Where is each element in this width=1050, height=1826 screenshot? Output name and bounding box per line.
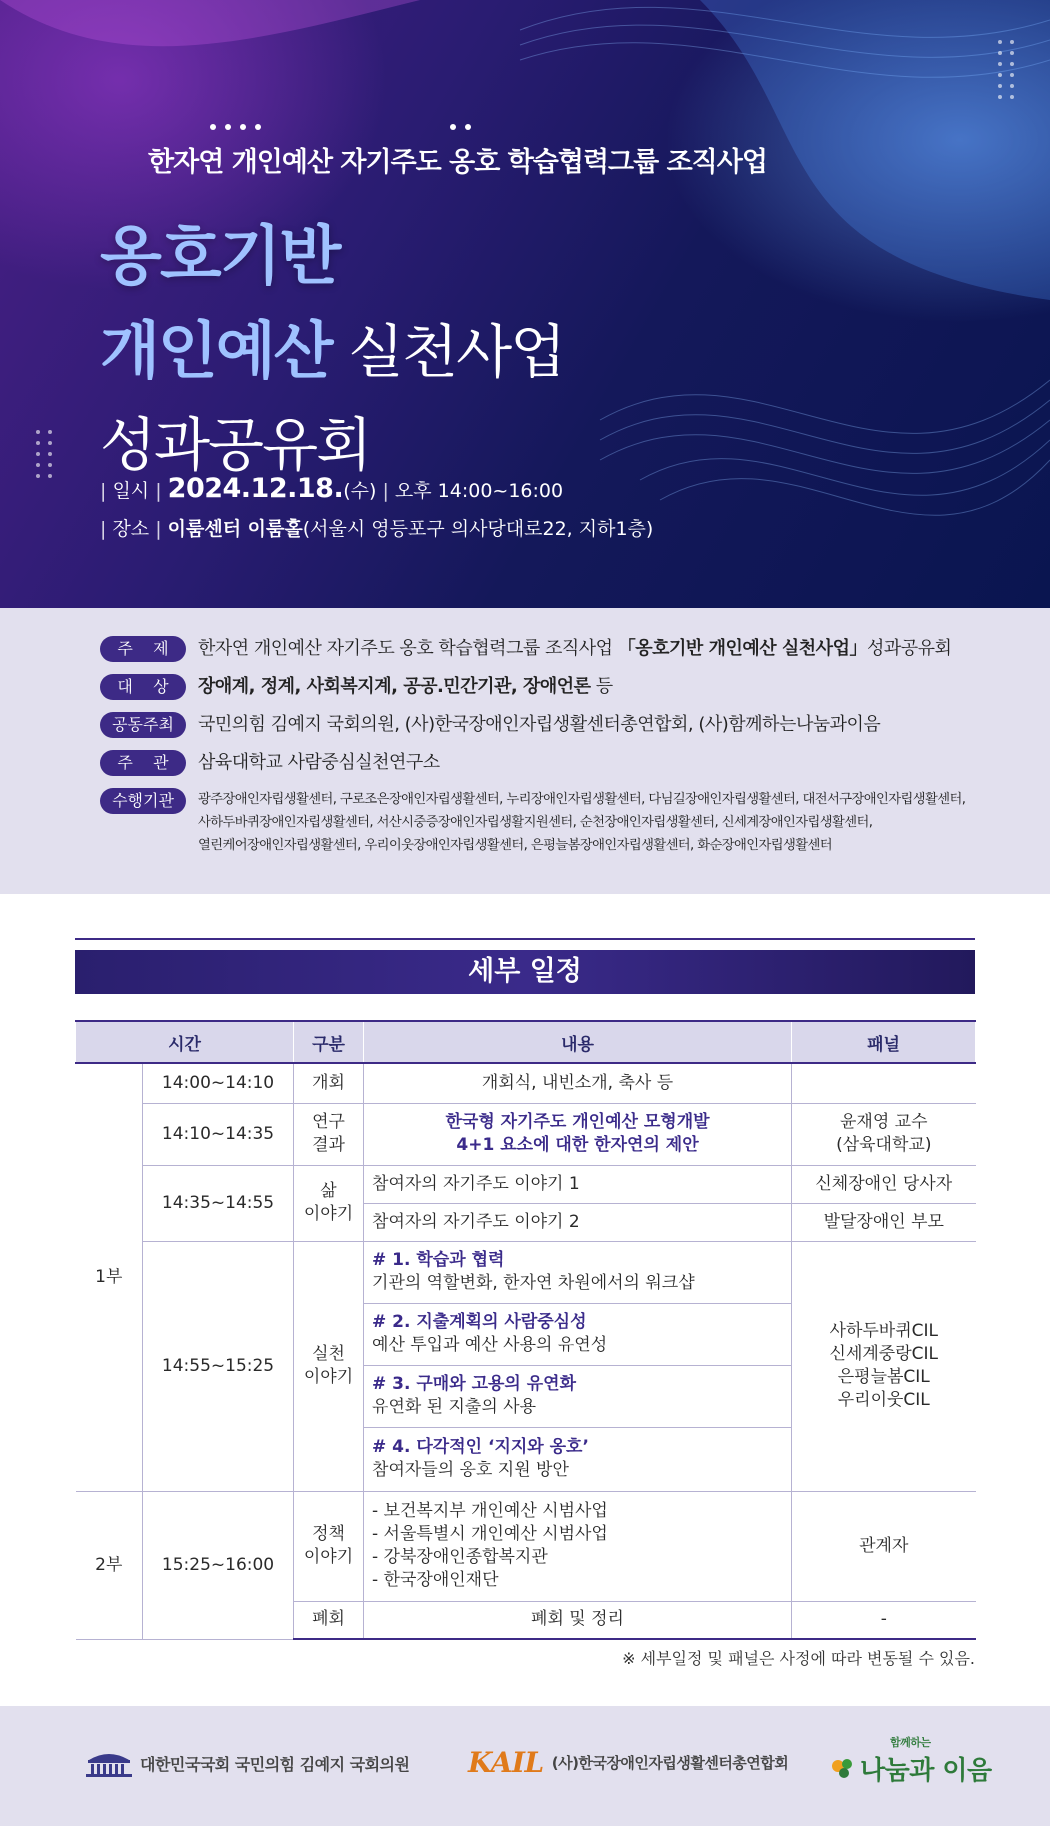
summary-row-hosts: [100, 712, 1050, 738]
type-cell: 정책 이야기: [294, 1491, 364, 1601]
summary-label: 공동주최: [100, 712, 186, 738]
summary-row-theme: [100, 636, 1050, 662]
date-row: | 일시 | 2024.12.18.(수) | 오후 14:00~16:00: [100, 473, 564, 504]
event-info: [100, 470, 653, 548]
summary-label: 대 상: [100, 674, 186, 700]
summary-text: 국민의힘 김예지 국회의원, (사)한국장애인자립생활센터총연합회, (사)함께하는나눔과이음: [198, 714, 881, 735]
panel-cell: 사하두바퀴CIL 신세계중랑CIL 은평늘봄CIL 우리이웃CIL: [792, 1241, 976, 1491]
place-label: 장소: [112, 518, 150, 540]
kail-logo: [468, 1746, 788, 1779]
assembly-building-icon: [84, 1748, 134, 1778]
table-header-row: [76, 1021, 976, 1063]
place-detail: (서울시 영등포구 의사당대로22, 지하1층): [302, 518, 654, 540]
decor-dots: [210, 124, 261, 130]
assembly-label: 대한민국국회 국민의힘 김예지 국회의원: [140, 1754, 410, 1774]
schedule-title: 세부 일정: [75, 950, 975, 994]
summary-text: 장애계, 정계, 사회복지계, 공공.민간기관, 장애언론 등: [198, 676, 613, 697]
date-day: (수): [343, 480, 377, 502]
summary-text: 한자연 개인예산 자기주도 옹호 학습협력그룹 조직사업 「옹호기반 개인예산 실천사업」성과공유회: [198, 638, 952, 659]
summary-label: 주 제: [100, 636, 186, 662]
content-cell: # 1. 학습과 협력 기관의 역할변화, 한자연 차원에서의 워크샵: [364, 1241, 792, 1303]
schedule-section: [0, 894, 1050, 1669]
part-1-cell: 1부: [76, 1063, 143, 1491]
panel-cell: [792, 1063, 976, 1103]
hero-kicker: 한자연 개인예산 자기주도 옹호 학습협력그룹 조직사업: [148, 147, 767, 178]
time-cell: 14:55~15:25: [143, 1241, 294, 1491]
content-cell: 참여자의 자기주도 이야기 2: [364, 1203, 792, 1241]
table-row: [76, 1241, 976, 1303]
date-value: 2024.12.18.: [167, 473, 344, 504]
panel-cell: 관계자: [792, 1491, 976, 1601]
event-summary: [0, 608, 1050, 894]
title-line-2-bold: 개인예산: [100, 314, 332, 387]
performers-list: 광주장애인자립생활센터, 구로조은장애인자립생활센터, 누리장애인자립생활센터, 다님길장애인자립생활센터, 대전서구장애인자립생활센터, 사하두바퀴장애인자립생활센터, 서산시중증장애인자립생활지원센터, 순천장애인자립생활센터, 신세계장애인자립생활센터, 열린케어장애인자립생활센터, 우리이웃장애인자립생활센터, 은평늘봄장애인자립생활센터, 화순장애인자립생활센터: [198, 792, 966, 853]
decor-dots: [450, 124, 471, 130]
decor-dot-grid: [998, 40, 1015, 99]
decor-dot-grid: [36, 430, 53, 478]
table-row: [76, 1103, 976, 1165]
content-cell: # 2. 지출계획의 사람중심성 예산 투입과 예산 사용의 유연성: [364, 1303, 792, 1365]
schedule-note: ※ 세부일정 및 패널은 사정에 따라 변동될 수 있음.: [622, 1649, 975, 1668]
nanum-small: 함께하는: [890, 1736, 931, 1749]
kail-mark: KAIL: [468, 1746, 544, 1779]
table-row: [76, 1165, 976, 1203]
time-cell: 14:00~14:10: [143, 1063, 294, 1103]
summary-label: 주 관: [100, 750, 186, 776]
col-header-time: 시간: [76, 1021, 294, 1063]
nanum-logo: [830, 1734, 992, 1787]
content-cell: 참여자의 자기주도 이야기 1: [364, 1165, 792, 1203]
hero-banner: [0, 0, 1050, 608]
type-cell: 개회: [294, 1063, 364, 1103]
time-cell: 14:10~14:35: [143, 1103, 294, 1165]
time-cell: 15:25~16:00: [143, 1491, 294, 1639]
summary-text: 삼육대학교 사람중심실천연구소: [198, 752, 440, 773]
type-cell: 폐회: [294, 1601, 364, 1639]
content-cell: - 보건복지부 개인예산 시범사업 - 서울특별시 개인예산 시범사업 - 강북장애인종합복지관 - 한국장애인재단: [364, 1491, 792, 1601]
summary-row-performers: [100, 788, 1050, 857]
page-title: [100, 218, 564, 499]
content-cell: 한국형 자기주도 개인예산 모형개발 4+1 요소에 대한 한자연의 제안: [364, 1103, 792, 1165]
date-time: 오후 14:00~16:00: [394, 480, 564, 502]
nanum-name: 나눔과 이음: [860, 1756, 992, 1786]
table-row: [76, 1491, 976, 1601]
summary-label: 수행기관: [100, 788, 186, 814]
panel-cell: 발달장애인 부모: [792, 1203, 976, 1241]
leaf-icon: [830, 1756, 856, 1782]
date-label: 일시: [112, 480, 150, 502]
assembly-logo: [84, 1748, 409, 1778]
time-cell: 14:35~14:55: [143, 1165, 294, 1241]
title-line-1: 옹호기반: [100, 220, 340, 294]
panel-cell: 윤재영 교수 (삼육대학교): [792, 1103, 976, 1165]
schedule-table: [75, 1020, 976, 1640]
col-header-panel: 패널: [792, 1021, 976, 1063]
place-row: | 장소 | 이룸센터 이룸홀(서울시 영등포구 의사당대로22, 지하1층): [100, 518, 654, 540]
content-cell: 개회식, 내빈소개, 축사 등: [364, 1063, 792, 1103]
type-cell: 연구 결과: [294, 1103, 364, 1165]
title-line-3: 성과공유회: [100, 411, 371, 479]
col-header-content: 내용: [364, 1021, 792, 1063]
table-row: [76, 1063, 976, 1103]
title-line-2-rest: 실천사업: [331, 318, 565, 386]
kail-name: (사)한국장애인자립생활센터총연합회: [551, 1754, 789, 1772]
type-cell: 실천 이야기: [294, 1241, 364, 1491]
panel-cell: -: [792, 1601, 976, 1639]
footer-logos: [0, 1706, 1050, 1826]
panel-cell: 신체장애인 당사자: [792, 1165, 976, 1203]
content-cell: # 4. 다각적인 ‘지지와 옹호’ 참여자들의 옹호 지원 방안: [364, 1427, 792, 1491]
part-2-cell: 2부: [76, 1491, 143, 1639]
type-cell: 삶 이야기: [294, 1165, 364, 1241]
content-cell: # 3. 구매와 고용의 유연화 유연화 된 지출의 사용: [364, 1365, 792, 1427]
summary-row-organizer: [100, 750, 1050, 776]
place-value: 이룸센터 이룸홀: [167, 518, 303, 540]
col-header-type: 구분: [294, 1021, 364, 1063]
divider: [75, 938, 975, 940]
summary-row-target: [100, 674, 1050, 700]
content-cell: 폐회 및 정리: [364, 1601, 792, 1639]
